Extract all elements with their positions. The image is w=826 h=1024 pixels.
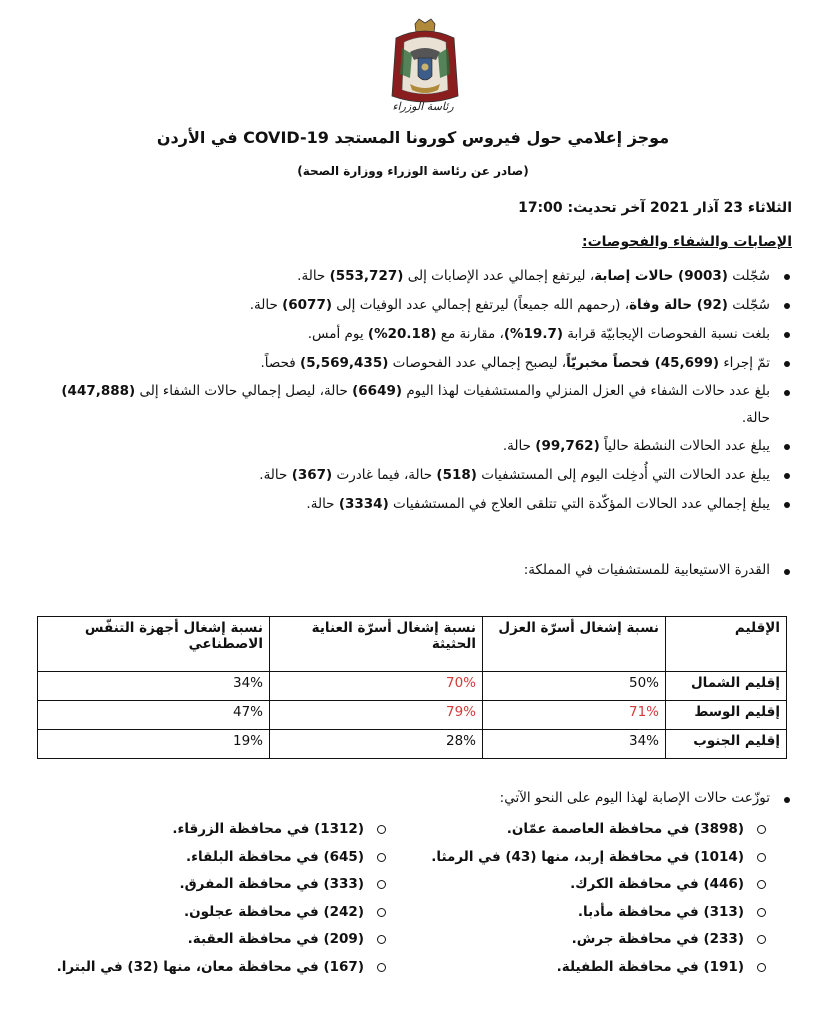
distribution-list-left — [26, 816, 386, 981]
header-ventilators: نسبة إشغال أجهزة التنفّس الاصطناعي — [38, 617, 270, 672]
list-item: تمّ إجراء (45,699) فحصاً مخبريّاً، ليصبح إجمالي عدد الفحوصات (5,569,435) فحصاً. — [30, 349, 770, 378]
icu-cell: 70% — [270, 672, 483, 701]
list-item: (1312) في محافظة الزرقاء. — [26, 816, 386, 844]
list-item: يبلغ إجمالي عدد الحالات المؤكّدة التي تتلقى العلاج في المستشفيات (3334) حالة. — [30, 490, 770, 519]
list-item: سُجّلت (9003) حالات إصابة، ليرتفع إجمالي عدد الإصابات إلى (553,727) حالة. — [30, 262, 770, 291]
list-item: (313) في محافظة مأدبا. — [426, 899, 766, 927]
distribution-list-right — [426, 816, 766, 981]
region-cell: إقليم الشمال — [666, 672, 787, 701]
header-icu: نسبة إشغال أسرّة العناية الحثيثة — [270, 617, 483, 672]
list-item: بلغت نسبة الفحوصات الإيجابيّة قرابة (19.7%)، مقارنة مع (20.18%) يوم أمس. — [30, 320, 770, 349]
page-subtitle: (صادر عن رئاسة الوزراء ووزارة الصحة) — [297, 164, 529, 178]
ventilator-cell: 19% — [38, 730, 270, 759]
list-item: (209) في محافظة العقبة. — [26, 926, 386, 954]
header-region: الإقليم — [666, 617, 787, 672]
list-item: (233) في محافظة جرش. — [426, 926, 766, 954]
page-title: موجز إعلامي حول فيروس كورونا المستجد COVID-19 في الأردن — [156, 128, 670, 147]
list-item: يبلغ عدد الحالات النشطة حالياً (99,762) حالة. — [30, 432, 770, 461]
table-row — [38, 672, 787, 701]
icu-cell: 79% — [270, 701, 483, 730]
list-item: سُجّلت (92) حالة وفاة، (رحمهم الله جميعاً) ليرتفع إجمالي عدد الوفيات إلى (6077) حالة. — [30, 291, 770, 320]
list-item: (242) في محافظة عجلون. — [26, 899, 386, 927]
list-item: (3898) في محافظة العاصمة عمّان. — [426, 816, 766, 844]
date-line: الثلاثاء 23 آذار 2021 آخر تحديث: 17:00 — [518, 200, 792, 216]
list-item: (1014) في محافظة إربد، منها (43) في الرمثا. — [426, 844, 766, 872]
list-item: (446) في محافظة الكرك. — [426, 871, 766, 899]
stats-list — [30, 262, 792, 519]
emblem-caption: رئاسة الوزراء — [392, 100, 454, 113]
isolation-cell: 71% — [483, 701, 666, 730]
list-item: (645) في محافظة البلقاء. — [26, 844, 386, 872]
capacity-intro: القدرة الاستيعابية للمستشفيات في المملكة: — [523, 562, 770, 578]
region-cell: إقليم الوسط — [666, 701, 787, 730]
header-isolation: نسبة إشغال أسرّة العزل — [483, 617, 666, 672]
capacity-table — [37, 616, 787, 759]
ventilator-cell: 47% — [38, 701, 270, 730]
icu-cell: 28% — [270, 730, 483, 759]
isolation-cell: 34% — [483, 730, 666, 759]
table-header-row — [38, 617, 787, 672]
list-item: (191) في محافظة الطفيلة. — [426, 954, 766, 982]
list-item: يبلغ عدد الحالات التي أُدخِلت اليوم إلى المستشفيات (518) حالة، فيما غادرت (367) حالة. — [30, 461, 770, 490]
isolation-cell: 50% — [483, 672, 666, 701]
list-item: (333) في محافظة المفرق. — [26, 871, 386, 899]
table-row — [38, 701, 787, 730]
region-cell: إقليم الجنوب — [666, 730, 787, 759]
list-item: بلغ عدد حالات الشفاء في العزل المنزلي والمستشفيات لهذا اليوم (6649) حالة، ليصل إجمالي حالات الشفاء إلى (447,888) حالة. — [30, 378, 770, 432]
list-item: (167) في محافظة معان، منها (32) في البترا. — [26, 954, 386, 982]
section-heading: الإصابات والشفاء والفحوصات: — [582, 234, 792, 250]
table-row — [38, 730, 787, 759]
ventilator-cell: 34% — [38, 672, 270, 701]
distribution-intro: توزّعت حالات الإصابة لهذا اليوم على النحو الآتي: — [499, 790, 770, 806]
